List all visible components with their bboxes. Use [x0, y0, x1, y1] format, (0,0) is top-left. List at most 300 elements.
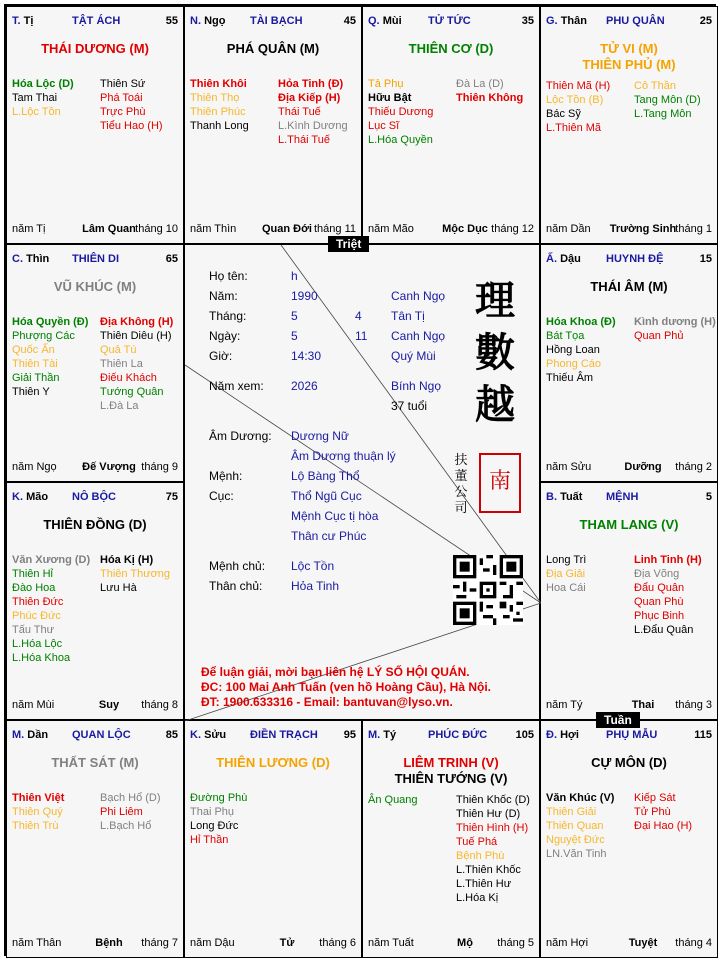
minor-star: L.Thái Tuế: [278, 134, 330, 146]
main-stars: [7, 279, 183, 295]
palace-footer: [546, 699, 712, 713]
minor-star: Thiên Hình (H): [456, 822, 529, 834]
seal-char: 南: [488, 469, 511, 494]
minor-stars-right: [456, 793, 540, 905]
main-star: THẤT SÁT (M): [51, 755, 139, 770]
minor-star: Địa Kiếp (H): [278, 92, 341, 104]
footer-year: năm Mùi: [12, 699, 55, 711]
minor-star: Thiên Tài: [12, 358, 58, 370]
minor-star: L.Hóa Quyền: [368, 134, 433, 146]
palace-number: 65: [165, 253, 178, 265]
main-star: LIÊM TRINH (V): [403, 755, 499, 770]
month-can: Tân Tị: [391, 309, 425, 323]
footer-year: năm Dậu: [190, 937, 235, 949]
palace-name: HUYNH ĐỆ: [606, 253, 664, 265]
minor-star: Địa Võng: [634, 568, 680, 580]
palace-number: 5: [705, 491, 712, 503]
minor-star: Cô Thần: [634, 80, 676, 92]
main-stars: [7, 41, 183, 57]
palace-number: 105: [515, 729, 534, 741]
minor-stars-right: [100, 315, 184, 413]
minor-star: L.Thiên Hư: [456, 878, 512, 890]
minor-stars-right: [100, 77, 184, 133]
palace-stem: Q. Mùi: [368, 15, 402, 27]
main-stars: [7, 517, 183, 533]
minor-star: Tử Phù: [634, 806, 671, 818]
minor-stars-left: [12, 553, 100, 665]
minor-stars-left: [546, 553, 634, 595]
main-star: CỰ MÔN (D): [591, 755, 667, 770]
month-value: 5: [291, 309, 298, 323]
footer-stage: Quan Đới: [262, 223, 312, 235]
minor-star: Thiên Sứ: [100, 78, 146, 90]
minor-star: Đào Hoa: [12, 582, 56, 594]
minor-star: L.Đà La: [100, 400, 139, 412]
main-star: THIÊN TƯỚNG (V): [394, 771, 508, 786]
name-value: h: [291, 269, 298, 283]
minor-star: Thiên Phúc: [190, 106, 246, 118]
footer-month: tháng 9: [141, 461, 178, 473]
minor-stars-right: [100, 553, 184, 595]
minor-star: Hóa Quyền (Đ): [12, 316, 89, 328]
red-seal-icon: [479, 453, 521, 513]
hour-key: Giờ:: [209, 349, 233, 363]
minor-star: Thai Phụ: [190, 806, 235, 818]
palace-ty[interactable]: [362, 720, 540, 958]
main-stars: [541, 279, 717, 295]
age: 37 tuổi: [391, 399, 428, 413]
palace-than[interactable]: [540, 6, 718, 244]
minor-stars-left: [368, 77, 456, 147]
footer-month: tháng 1: [675, 223, 712, 235]
main-stars: [185, 755, 361, 771]
minor-star: L.Thiên Khốc: [456, 864, 521, 876]
minor-star: Hoa Cái: [546, 582, 586, 594]
footer-stage: Trường Sinh: [609, 223, 677, 235]
palace-footer: [12, 461, 178, 475]
footer-stage: Tử: [279, 937, 295, 949]
palace-stem: M. Dần: [12, 729, 49, 741]
hour-can: Quý Mùi: [391, 349, 436, 363]
palace-name: MỆNH: [606, 491, 639, 503]
minor-star: Thiên Giải: [546, 806, 597, 818]
palace-header: [12, 729, 178, 743]
palace-header: [12, 15, 178, 29]
minor-star: L.Tang Môn: [634, 108, 692, 120]
minor-star: Đại Hao (H): [634, 820, 693, 832]
main-star: THIÊN LƯƠNG (D): [216, 755, 330, 770]
minor-stars-right: [634, 553, 718, 637]
minor-star: Tấu Thư: [12, 624, 55, 636]
palace-thin[interactable]: [6, 244, 184, 482]
contact-block: [201, 665, 541, 710]
small-calli-4: 司: [454, 501, 468, 516]
qr-code-icon[interactable]: [453, 555, 523, 625]
minor-star: Kình dương (H): [634, 316, 716, 328]
minor-star: LN.Văn Tinh: [546, 848, 607, 860]
minor-star: Đà La (D): [456, 78, 504, 90]
palace-header: [190, 729, 356, 743]
minor-star: Thiên Việt: [12, 792, 65, 804]
minor-stars-right: [456, 77, 540, 105]
minor-star: Tướng Quân: [100, 386, 164, 398]
minor-star: Lưu Hà: [100, 582, 137, 594]
small-calli-2: 董: [454, 469, 468, 484]
palace-ngo[interactable]: [184, 6, 362, 244]
minor-star: Hỏa Tinh (Đ): [278, 78, 344, 90]
minor-star: Thiếu Dương: [368, 106, 434, 118]
footer-month: tháng 12: [491, 223, 534, 235]
minor-star: Bệnh Phù: [456, 850, 505, 862]
minor-star: Phục Binh: [634, 610, 685, 622]
palace-stem: K. Sửu: [190, 729, 227, 741]
minor-stars-left: [546, 79, 634, 135]
footer-month: tháng 5: [497, 937, 534, 949]
minor-star: Thiên Trù: [12, 820, 59, 832]
minor-star: Thiên Thọ: [190, 92, 240, 104]
palace-dau[interactable]: [540, 244, 718, 482]
minor-stars-right: [634, 79, 718, 121]
palace-name: TÀI BẠCH: [250, 15, 303, 27]
palace-hoi[interactable]: [540, 720, 718, 958]
palace-name: ĐIỀN TRẠCH: [250, 729, 318, 741]
minor-star: Tả Phụ: [368, 78, 404, 90]
minor-star: Thiên Diêu (H): [100, 330, 172, 342]
menh-key: Mệnh:: [209, 469, 243, 483]
footer-month: tháng 4: [675, 937, 712, 949]
minor-star: Hóa Khoa (Đ): [546, 316, 616, 328]
minor-star: Phượng Các: [12, 330, 75, 342]
footer-year: năm Tị: [12, 223, 46, 235]
minor-star: Bạch Hổ (D): [100, 792, 161, 804]
palace-number: 35: [521, 15, 534, 27]
palace-header: [12, 491, 178, 505]
palace-tuat[interactable]: [540, 482, 718, 720]
menh-value: Lộ Bàng Thổ: [291, 469, 360, 483]
minor-star: Thiên Thương: [100, 568, 171, 580]
footer-year: năm Tuất: [368, 937, 414, 949]
minor-stars-left: [190, 77, 278, 133]
palace-number: 95: [343, 729, 356, 741]
year-can: Canh Ngọ: [391, 289, 446, 303]
minor-star: Thiên Quan: [546, 820, 604, 832]
minor-star: Thiên Y: [12, 386, 50, 398]
palace-stem: Đ. Hợi: [546, 729, 579, 741]
minor-star: Quan Phủ: [634, 330, 684, 342]
minor-star: Linh Tinh (H): [634, 554, 702, 566]
palace-footer: [190, 223, 356, 237]
minor-stars-right: [278, 77, 362, 147]
footer-stage: Tuyệt: [628, 937, 658, 949]
palace-suu[interactable]: [184, 720, 362, 958]
footer-month: tháng 8: [141, 699, 178, 711]
day-value: 5: [291, 329, 298, 343]
footer-stage: Lâm Quan: [82, 223, 136, 235]
minor-stars-right: [634, 791, 718, 833]
main-stars: [363, 41, 539, 57]
menh-chu-value: Lộc Tồn: [291, 559, 335, 573]
palace-header: [546, 15, 712, 29]
palace-name: PHÚC ĐỨC: [428, 729, 488, 741]
footer-stage: Mộ: [457, 937, 473, 949]
minor-star: Kiếp Sát: [634, 792, 676, 804]
palace-stem: C. Thìn: [12, 253, 50, 265]
view-year-key: Năm xem:: [209, 379, 264, 393]
minor-star: Thiên La: [100, 358, 143, 370]
palace-stem: M. Tý: [368, 729, 397, 741]
main-star: THÁI ÂM (M): [590, 279, 668, 294]
palace-number: 115: [694, 729, 712, 741]
minor-star: Hóa Kị (H): [100, 554, 154, 566]
minor-star: Lục Sĩ: [368, 120, 400, 132]
footer-month: tháng 11: [313, 223, 356, 235]
minor-stars-left: [368, 793, 456, 807]
minor-star: Văn Khúc (V): [546, 792, 615, 804]
hour-value: 14:30: [291, 349, 322, 363]
minor-star: L.Hóa Lộc: [12, 638, 63, 650]
calli-char-1: 理: [475, 277, 515, 324]
minor-star: Thiếu Âm: [546, 372, 594, 384]
palace-header: [546, 253, 712, 267]
palace-name: THIÊN DI: [72, 253, 120, 265]
contact-line-3[interactable]: ĐT: 1900.633316 - Email: bantuvan@lyso.vn.: [201, 695, 453, 709]
main-stars: [541, 517, 717, 533]
palace-stem: G. Thân: [546, 15, 587, 27]
am-duong-key: Âm Dương:: [209, 429, 272, 443]
calli-char-2: 數: [475, 329, 515, 376]
palace-footer: [12, 937, 178, 951]
main-star: THAM LANG (V): [579, 517, 679, 532]
palace-name: NÔ BỘC: [72, 491, 116, 503]
minor-star: Tiểu Hao (H): [100, 120, 163, 132]
palace-number: 15: [699, 253, 712, 265]
main-stars: [7, 755, 183, 771]
footer-stage: Bệnh: [95, 937, 123, 949]
minor-star: L.Hóa Khoa: [12, 652, 71, 664]
minor-stars-left: [546, 315, 634, 385]
minor-star: Ân Quang: [368, 794, 418, 806]
palace-header: [368, 15, 534, 29]
palace-mui[interactable]: [362, 6, 540, 244]
main-stars: [541, 755, 717, 771]
palace-header: [12, 253, 178, 267]
palace-number: 75: [165, 491, 178, 503]
main-star: THIÊN CƠ (D): [408, 41, 494, 56]
minor-star: Đường Phù: [190, 792, 248, 804]
palace-number: 55: [165, 15, 178, 27]
minor-stars-left: [12, 791, 100, 833]
minor-star: Long Đức: [190, 820, 239, 832]
minor-star: Phá Toái: [100, 92, 143, 104]
calli-char-3: 越: [475, 381, 515, 428]
minor-star: Bát Tọa: [546, 330, 585, 342]
tuan-tag: Tuần: [596, 712, 640, 728]
minor-star: L.Bạch Hổ: [100, 820, 152, 832]
minor-star: Văn Xương (D): [12, 554, 91, 566]
small-calli-3: 公: [454, 485, 468, 500]
day-key: Ngày:: [209, 329, 241, 343]
main-star: PHÁ QUÂN (M): [226, 41, 320, 56]
minor-star: Thiên Mã (H): [546, 80, 611, 92]
footer-year: năm Thân: [12, 937, 62, 949]
cuc-value: Thổ Ngũ Cục: [291, 489, 362, 503]
minor-stars-left: [546, 791, 634, 861]
minor-star: Tang Môn (D): [634, 94, 701, 106]
minor-star: Tam Thai: [12, 92, 58, 104]
palace-footer: [12, 223, 178, 237]
minor-star: Phi Liêm: [100, 806, 143, 818]
palace-mao[interactable]: [6, 482, 184, 720]
palace-name: PHU QUÂN: [606, 15, 665, 27]
view-year-value: 2026: [291, 379, 318, 393]
day-lunar: 11: [355, 329, 368, 343]
center-info-panel: [184, 244, 540, 720]
footer-year: năm Ngọ: [12, 461, 57, 473]
palace-number: 25: [699, 15, 712, 27]
minor-star: Long Trì: [546, 554, 587, 566]
main-star: TỬ VI (M): [600, 41, 658, 56]
minor-star: Quan Phù: [634, 596, 684, 608]
minor-stars-left: [12, 77, 100, 119]
palace-number: 45: [343, 15, 356, 27]
footer-month: tháng 2: [675, 461, 712, 473]
name-key: Họ tên:: [209, 269, 248, 283]
minor-star: Quả Tú: [100, 344, 137, 356]
day-can: Canh Ngọ: [391, 329, 446, 343]
month-key: Tháng:: [209, 309, 247, 323]
year-key: Năm:: [209, 289, 238, 303]
minor-star: Thiên Khôi: [190, 78, 247, 90]
minor-star: L.Lộc Tồn: [12, 106, 61, 118]
cuc-value-3: Thân cư Phúc: [291, 529, 367, 543]
minor-star: Hóa Lộc (D): [12, 78, 74, 90]
palace-footer: [368, 223, 534, 237]
footer-month: tháng 6: [319, 937, 356, 949]
main-stars: [541, 41, 717, 73]
footer-month: tháng 3: [675, 699, 712, 711]
contact-line-1: Để luận giải, mời bạn liên hệ LÝ SỐ HỘI QUÁN.: [201, 665, 470, 679]
palace-name: PHỤ MẪU: [606, 729, 658, 741]
main-star: VŨ KHÚC (M): [53, 279, 137, 294]
minor-stars-right: [634, 315, 718, 343]
footer-year: năm Thìn: [190, 223, 237, 235]
minor-star: Phúc Đức: [12, 610, 61, 622]
minor-star: L.Đẩu Quân: [634, 624, 694, 636]
minor-star: Hữu Bật: [368, 92, 412, 104]
than-chu-key: Thân chủ:: [209, 579, 263, 593]
minor-star: Hồng Loan: [546, 344, 600, 356]
palace-footer: [368, 937, 534, 951]
palace-footer: [190, 937, 356, 951]
palace-stem: N. Ngọ: [190, 15, 226, 27]
palace-stem: B. Tuất: [546, 491, 583, 503]
cuc-key: Cục:: [209, 489, 234, 503]
palace-stem: Ấ. Dậu: [546, 253, 581, 265]
palace-name: TẬT ÁCH: [72, 15, 121, 27]
small-calli-1: 扶: [454, 453, 468, 468]
footer-stage: Dưỡng: [624, 461, 662, 473]
than-chu-value: Hỏa Tinh: [291, 579, 340, 593]
palace-name: QUAN LỘC: [72, 729, 131, 741]
footer-year: năm Sửu: [546, 461, 592, 473]
contact-line-2: ĐC: 100 Mai Anh Tuấn (ven hồ Hoàng Cầu), Hà Nội.: [201, 680, 492, 694]
main-star: THÁI DƯƠNG (M): [41, 41, 149, 56]
footer-year: năm Hợi: [546, 937, 589, 949]
minor-star: L.Hóa Kị: [456, 892, 499, 904]
palace-header: [368, 729, 534, 743]
footer-stage: Suy: [98, 699, 120, 711]
minor-star: Lộc Tồn (B): [546, 94, 604, 106]
footer-stage: Mộc Dục: [442, 223, 488, 235]
palace-footer: [546, 461, 712, 475]
minor-star: Trực Phù: [100, 106, 146, 118]
calligraphy-logo: [465, 275, 525, 431]
main-star: THIÊN ĐỒNG (D): [43, 517, 147, 532]
minor-star: L.Kình Dương: [278, 120, 348, 132]
minor-star: Quốc Ấn: [12, 344, 55, 356]
palace-header: [546, 729, 712, 743]
palace-footer: [546, 937, 712, 951]
minor-star: Địa Giải: [546, 568, 586, 580]
palace-footer: [12, 699, 178, 713]
triet-tag: Triệt: [328, 236, 369, 252]
minor-star: Thiên Hỉ: [12, 568, 53, 580]
minor-star: Thiên Đức: [12, 596, 64, 608]
palace-header: [546, 491, 712, 505]
palace-stem: T. Tị: [12, 15, 34, 27]
footer-year: năm Tý: [546, 699, 583, 711]
minor-star: Thái Tuế: [278, 106, 321, 118]
minor-star: Đẩu Quân: [634, 582, 685, 594]
palace-dan[interactable]: [6, 720, 184, 958]
minor-star: Hỉ Thần: [190, 834, 229, 846]
cuc-value-2: Mệnh Cục tị hòa: [291, 509, 379, 523]
view-year-can: Bính Ngọ: [391, 379, 442, 393]
am-duong-value: Dương Nữ: [291, 429, 349, 443]
minor-star: Điếu Khách: [100, 372, 157, 384]
palace-number: 85: [165, 729, 178, 741]
footer-stage: Đế Vượng: [82, 461, 136, 473]
minor-star: Tuế Phá: [456, 836, 498, 848]
minor-star: L.Thiên Mã: [546, 122, 602, 134]
palace-ti[interactable]: [6, 6, 184, 244]
minor-star: Thiên Quý: [12, 806, 63, 818]
minor-star: Nguyệt Đức: [546, 834, 605, 846]
minor-star: Phong Cáo: [546, 358, 602, 370]
palace-footer: [546, 223, 712, 237]
palace-stem: K. Mão: [12, 491, 49, 503]
am-duong-value-2: Âm Dương thuận lý: [291, 449, 396, 463]
palace-header: [190, 15, 356, 29]
footer-year: năm Mão: [368, 223, 414, 235]
minor-stars-left: [12, 315, 100, 399]
footer-stage: Thai: [631, 699, 655, 711]
minor-star: Địa Không (H): [100, 316, 174, 328]
minor-star: Thiên Không: [456, 92, 524, 104]
minor-star: Thiên Khốc (D): [456, 794, 530, 806]
minor-star: Giải Thần: [12, 372, 60, 384]
minor-star: Thanh Long: [190, 120, 249, 132]
footer-month: tháng 7: [141, 937, 178, 949]
month-lunar: 4: [355, 309, 362, 323]
minor-stars-left: [190, 791, 278, 847]
minor-star: Bác Sỹ: [546, 108, 581, 120]
main-star: THIÊN PHỦ (M): [582, 57, 676, 72]
menh-chu-key: Mệnh chủ:: [209, 559, 266, 573]
footer-month: tháng 10: [135, 223, 178, 235]
main-stars: [185, 41, 361, 57]
footer-year: năm Dần: [546, 223, 591, 235]
